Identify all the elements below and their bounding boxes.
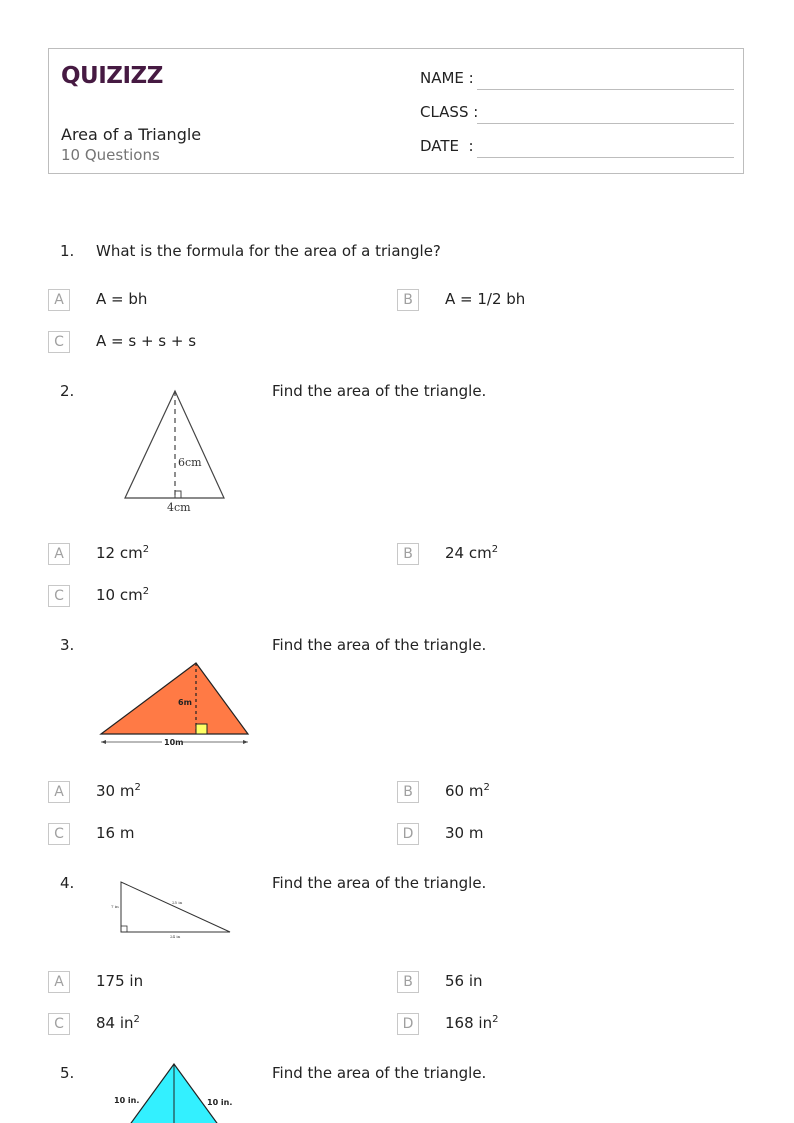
question-number: 5. bbox=[60, 1064, 75, 1082]
option-letter: A bbox=[48, 543, 70, 565]
isosceles-triangle-figure bbox=[112, 384, 242, 516]
option-text: A = 1/2 bh bbox=[445, 290, 526, 308]
right-side-label: 10 in. bbox=[207, 1098, 233, 1107]
option-letter: B bbox=[397, 543, 419, 565]
date-line[interactable] bbox=[477, 157, 734, 158]
option-letter: D bbox=[397, 1013, 419, 1035]
base-label: 4cm bbox=[167, 501, 191, 514]
option-a[interactable] bbox=[48, 971, 368, 995]
option-a[interactable] bbox=[48, 543, 368, 567]
option-a[interactable] bbox=[48, 289, 368, 313]
worksheet-header bbox=[48, 48, 744, 174]
base-label: 24 in bbox=[170, 934, 181, 939]
option-letter: A bbox=[48, 289, 70, 311]
orange-triangle-figure bbox=[96, 656, 256, 750]
option-letter: C bbox=[48, 331, 70, 353]
option-letter: A bbox=[48, 781, 70, 803]
question-number: 1. bbox=[60, 242, 75, 260]
option-text: 30 m bbox=[445, 824, 484, 842]
option-c[interactable] bbox=[48, 585, 368, 609]
name-line[interactable] bbox=[477, 89, 734, 90]
quizizz-logo bbox=[61, 59, 181, 89]
option-letter: C bbox=[48, 1013, 70, 1035]
worksheet-title: Area of a Triangle bbox=[61, 125, 202, 144]
question-number: 3. bbox=[60, 636, 75, 654]
question-count: 10 Questions bbox=[61, 146, 160, 164]
option-letter: B bbox=[397, 289, 419, 311]
option-letter: B bbox=[397, 971, 419, 993]
option-text: 56 in bbox=[445, 972, 483, 990]
svg-text:QUIZIZZ: QUIZIZZ bbox=[61, 63, 163, 89]
option-text: 84 $in^2$ bbox=[96, 1014, 140, 1032]
option-letter: B bbox=[397, 781, 419, 803]
hypotenuse-label: 25 in bbox=[172, 900, 183, 905]
option-c[interactable] bbox=[48, 823, 368, 847]
base-label: 10m bbox=[164, 738, 184, 747]
date-label: DATE : bbox=[420, 137, 474, 155]
height-label: 6m bbox=[178, 698, 192, 707]
option-b[interactable] bbox=[397, 289, 717, 313]
cyan-triangle-figure bbox=[104, 1060, 254, 1123]
option-b[interactable] bbox=[397, 781, 717, 805]
class-label: CLASS : bbox=[420, 103, 479, 121]
name-field[interactable] bbox=[420, 69, 734, 89]
option-text: 16 m bbox=[96, 824, 135, 842]
option-c[interactable] bbox=[48, 331, 368, 355]
right-triangle-figure bbox=[104, 872, 256, 946]
question-number: 4. bbox=[60, 874, 75, 892]
question-text: Find the area of the triangle. bbox=[272, 874, 487, 892]
name-label: NAME : bbox=[420, 69, 474, 87]
option-letter: C bbox=[48, 585, 70, 607]
question-text: Find the area of the triangle. bbox=[272, 1064, 487, 1082]
option-text: A = s + s + s bbox=[96, 332, 197, 350]
height-label: 6cm bbox=[178, 456, 202, 469]
question-text: Find the area of the triangle. bbox=[272, 382, 487, 400]
option-d[interactable] bbox=[397, 823, 717, 847]
option-letter: C bbox=[48, 823, 70, 845]
class-line[interactable] bbox=[477, 123, 734, 124]
option-text: 168 $in^2$ bbox=[445, 1014, 499, 1032]
left-side-label: 10 in. bbox=[114, 1096, 140, 1105]
option-a[interactable] bbox=[48, 781, 368, 805]
option-letter: A bbox=[48, 971, 70, 993]
option-text: 10 $cm^2$ bbox=[96, 586, 150, 604]
class-field[interactable] bbox=[420, 103, 734, 123]
option-text: 60 $m^2$ bbox=[445, 782, 490, 800]
option-text: 30 $m^2$ bbox=[96, 782, 141, 800]
date-field[interactable] bbox=[420, 137, 734, 157]
question-text: What is the formula for the area of a triangle? bbox=[96, 242, 441, 260]
question-text: Find the area of the triangle. bbox=[272, 636, 487, 654]
option-d[interactable] bbox=[397, 1013, 717, 1037]
option-text: 24 $cm^2$ bbox=[445, 544, 499, 562]
height-label: 7 in bbox=[111, 904, 119, 909]
option-text: A = bh bbox=[96, 290, 148, 308]
option-letter: D bbox=[397, 823, 419, 845]
option-b[interactable] bbox=[397, 971, 717, 995]
question-number: 2. bbox=[60, 382, 75, 400]
option-c[interactable] bbox=[48, 1013, 368, 1037]
option-text: 12 $cm^2$ bbox=[96, 544, 150, 562]
option-text: 175 in bbox=[96, 972, 144, 990]
option-b[interactable] bbox=[397, 543, 717, 567]
